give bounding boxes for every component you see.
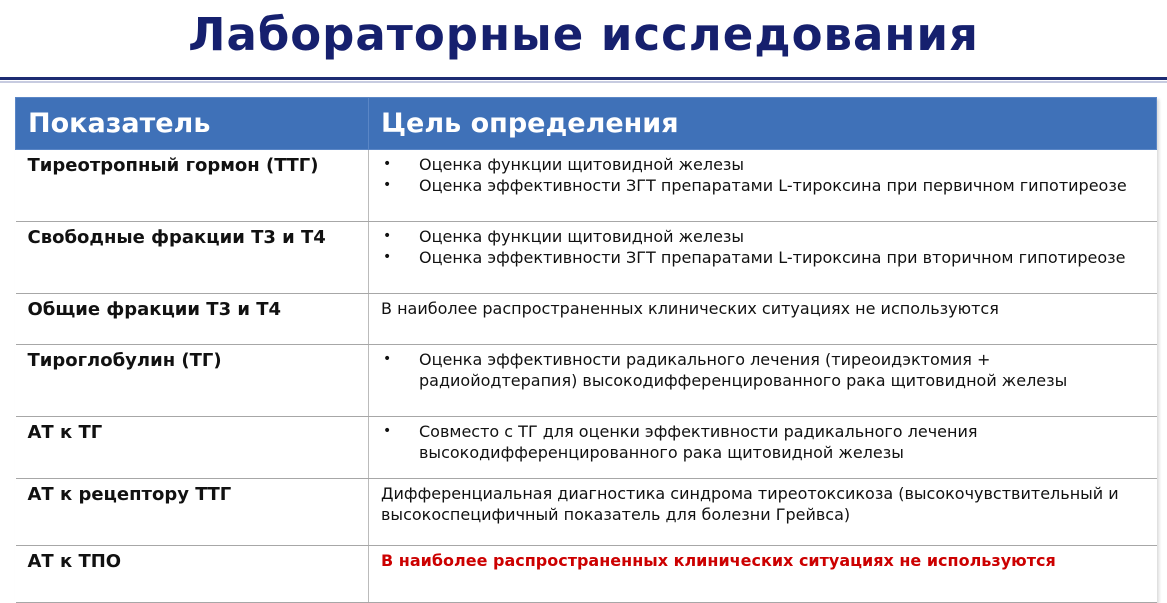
indicator-cell: Тиреотропный гормон (ТТГ) bbox=[16, 150, 369, 222]
table-row bbox=[16, 150, 1157, 222]
table-row bbox=[16, 417, 1157, 479]
indicator-cell: АТ к ТГ bbox=[16, 417, 369, 479]
column-header-indicator: Показатель bbox=[16, 98, 369, 150]
purpose-cell bbox=[369, 150, 1157, 222]
purpose-cell bbox=[369, 345, 1157, 417]
title-divider bbox=[0, 77, 1167, 80]
table-row bbox=[16, 546, 1157, 603]
list-item: • Оценка эффективности радикального лечения (тиреоидэктомия + радиойодтерапия) высокодифференцированного рака щитовидной железы bbox=[381, 349, 1147, 391]
table-header-row bbox=[16, 98, 1157, 150]
indicator-cell: Свободные фракции Т3 и Т4 bbox=[16, 222, 369, 294]
list-item: • Оценка функции щитовидной железы bbox=[381, 154, 1147, 175]
indicator-cell: Тироглобулин (ТГ) bbox=[16, 345, 369, 417]
list-item: • Совместо с ТГ для оценки эффективности радикального лечения высокодифференцированного рака щитовидной железы bbox=[381, 421, 1147, 463]
title-divider-shadow bbox=[0, 81, 1167, 83]
table-row bbox=[16, 479, 1157, 546]
column-header-purpose: Цель определения bbox=[369, 98, 1157, 150]
purpose-list bbox=[381, 226, 1147, 268]
table-row bbox=[16, 294, 1157, 345]
page-title: Лабораторные исследования bbox=[188, 8, 979, 61]
purpose-list bbox=[381, 349, 1147, 391]
indicator-cell: Общие фракции Т3 и Т4 bbox=[16, 294, 369, 345]
list-item: • Оценка функции щитовидной железы bbox=[381, 226, 1147, 247]
purpose-cell bbox=[369, 222, 1157, 294]
table-row bbox=[16, 345, 1157, 417]
list-item: • Оценка эффективности ЗГТ препаратами L-тироксина при вторичном гипотиреозе bbox=[381, 247, 1147, 268]
purpose-cell bbox=[369, 417, 1157, 479]
indicator-cell: АТ к рецептору ТТГ bbox=[16, 479, 369, 546]
lab-tests-table bbox=[15, 97, 1157, 603]
purpose-list bbox=[381, 421, 1147, 463]
table-row bbox=[16, 222, 1157, 294]
purpose-cell: В наиболее распространенных клинических ситуациях не используются bbox=[369, 294, 1157, 345]
indicator-cell: АТ к ТПО bbox=[16, 546, 369, 603]
purpose-cell-highlighted: В наиболее распространенных клинических ситуациях не используются bbox=[369, 546, 1157, 603]
purpose-cell: Дифференциальная диагностика синдрома тиреотоксикоза (высокочувствительный и высокоспецифичный показатель для болезни Грейвса) bbox=[369, 479, 1157, 546]
list-item: • Оценка эффективности ЗГТ препаратами L-тироксина при первичном гипотиреозе bbox=[381, 175, 1147, 196]
purpose-list bbox=[381, 154, 1147, 196]
